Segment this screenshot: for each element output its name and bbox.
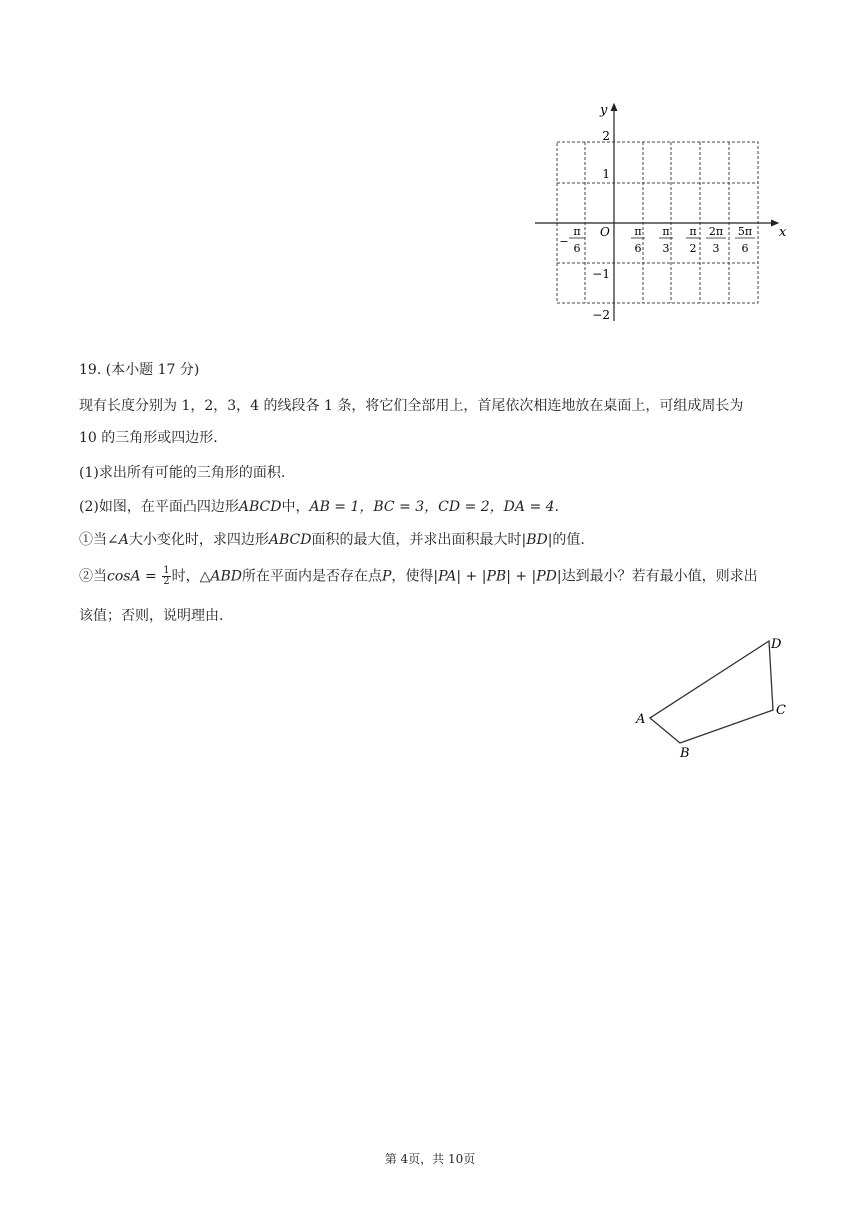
x-tick-neg-pi-6 (559, 225, 585, 255)
problem-sub-2-line-2: 该值；否则，说明理由. (79, 608, 224, 624)
x-tick-5pi-6 (735, 225, 755, 255)
problem-stem-line-1: 现有长度分别为 1，2，3，4 的线段各 1 条，将它们全部用上，首尾依次相连地放在桌面上，可组成周长为 (79, 398, 744, 414)
y-tick-minus1: −1 (592, 267, 610, 281)
svg-text:3: 3 (712, 242, 720, 255)
quadrilateral-abcd (650, 641, 773, 743)
svg-text:π: π (662, 225, 670, 238)
fraction-one-half: $\frac{1}{2}$ (163, 565, 170, 587)
svg-text:3: 3 (662, 242, 670, 255)
svg-text:2: 2 (689, 242, 697, 255)
y-tick-2: 2 (602, 129, 610, 143)
svg-text:π: π (634, 225, 642, 238)
origin-label: O (600, 225, 610, 239)
page-footer: 第 4页，共 10页 (384, 1152, 476, 1166)
vertex-a-label: A (636, 712, 646, 727)
svg-text:−: − (559, 235, 569, 248)
svg-text:π: π (573, 225, 581, 238)
vertex-c-label: C (776, 703, 786, 718)
problem-part-1: (1)求出所有可能的三角形的面积. (79, 465, 286, 481)
y-axis-label: y (600, 103, 608, 118)
svg-text:6: 6 (573, 242, 581, 255)
y-tick-1: 1 (602, 167, 610, 181)
problem-part-2: (2)如图，在平面凸四边形ABCD中，AB = 1，BC = 3，CD = 2，DA = 4. (79, 499, 559, 515)
svg-text:π: π (689, 225, 697, 238)
x-tick-labels (559, 225, 755, 255)
vertex-d-label: D (771, 637, 782, 652)
y-tick-minus2: −2 (592, 308, 610, 322)
x-tick-pi-2 (686, 225, 700, 255)
problem-sub-2: ②当cosA = $\frac{1}{2}$ 时，△ABD所在平面内是否存在点P，使得|PA| + |PB| + |PD|达到最小？若有最小值，则求出 (79, 565, 758, 587)
quadrilateral-figure (630, 630, 795, 765)
x-axis-label: x (779, 225, 787, 240)
vertex-b-label: B (680, 746, 690, 761)
coordinate-grid-figure (530, 96, 795, 326)
svg-text:5π: 5π (737, 225, 753, 238)
svg-text:2π: 2π (708, 225, 724, 238)
svg-text:6: 6 (741, 242, 749, 255)
problem-sub-1: ①当∠A大小变化时，求四边形ABCD面积的最大值，并求出面积最大时|BD|的值. (79, 532, 585, 548)
svg-text:6: 6 (634, 242, 642, 255)
problem-stem-line-2: 10 的三角形或四边形. (79, 430, 218, 446)
x-tick-2pi-3 (706, 225, 726, 255)
problem-header: 19. (本小题 17 分) (79, 362, 200, 378)
